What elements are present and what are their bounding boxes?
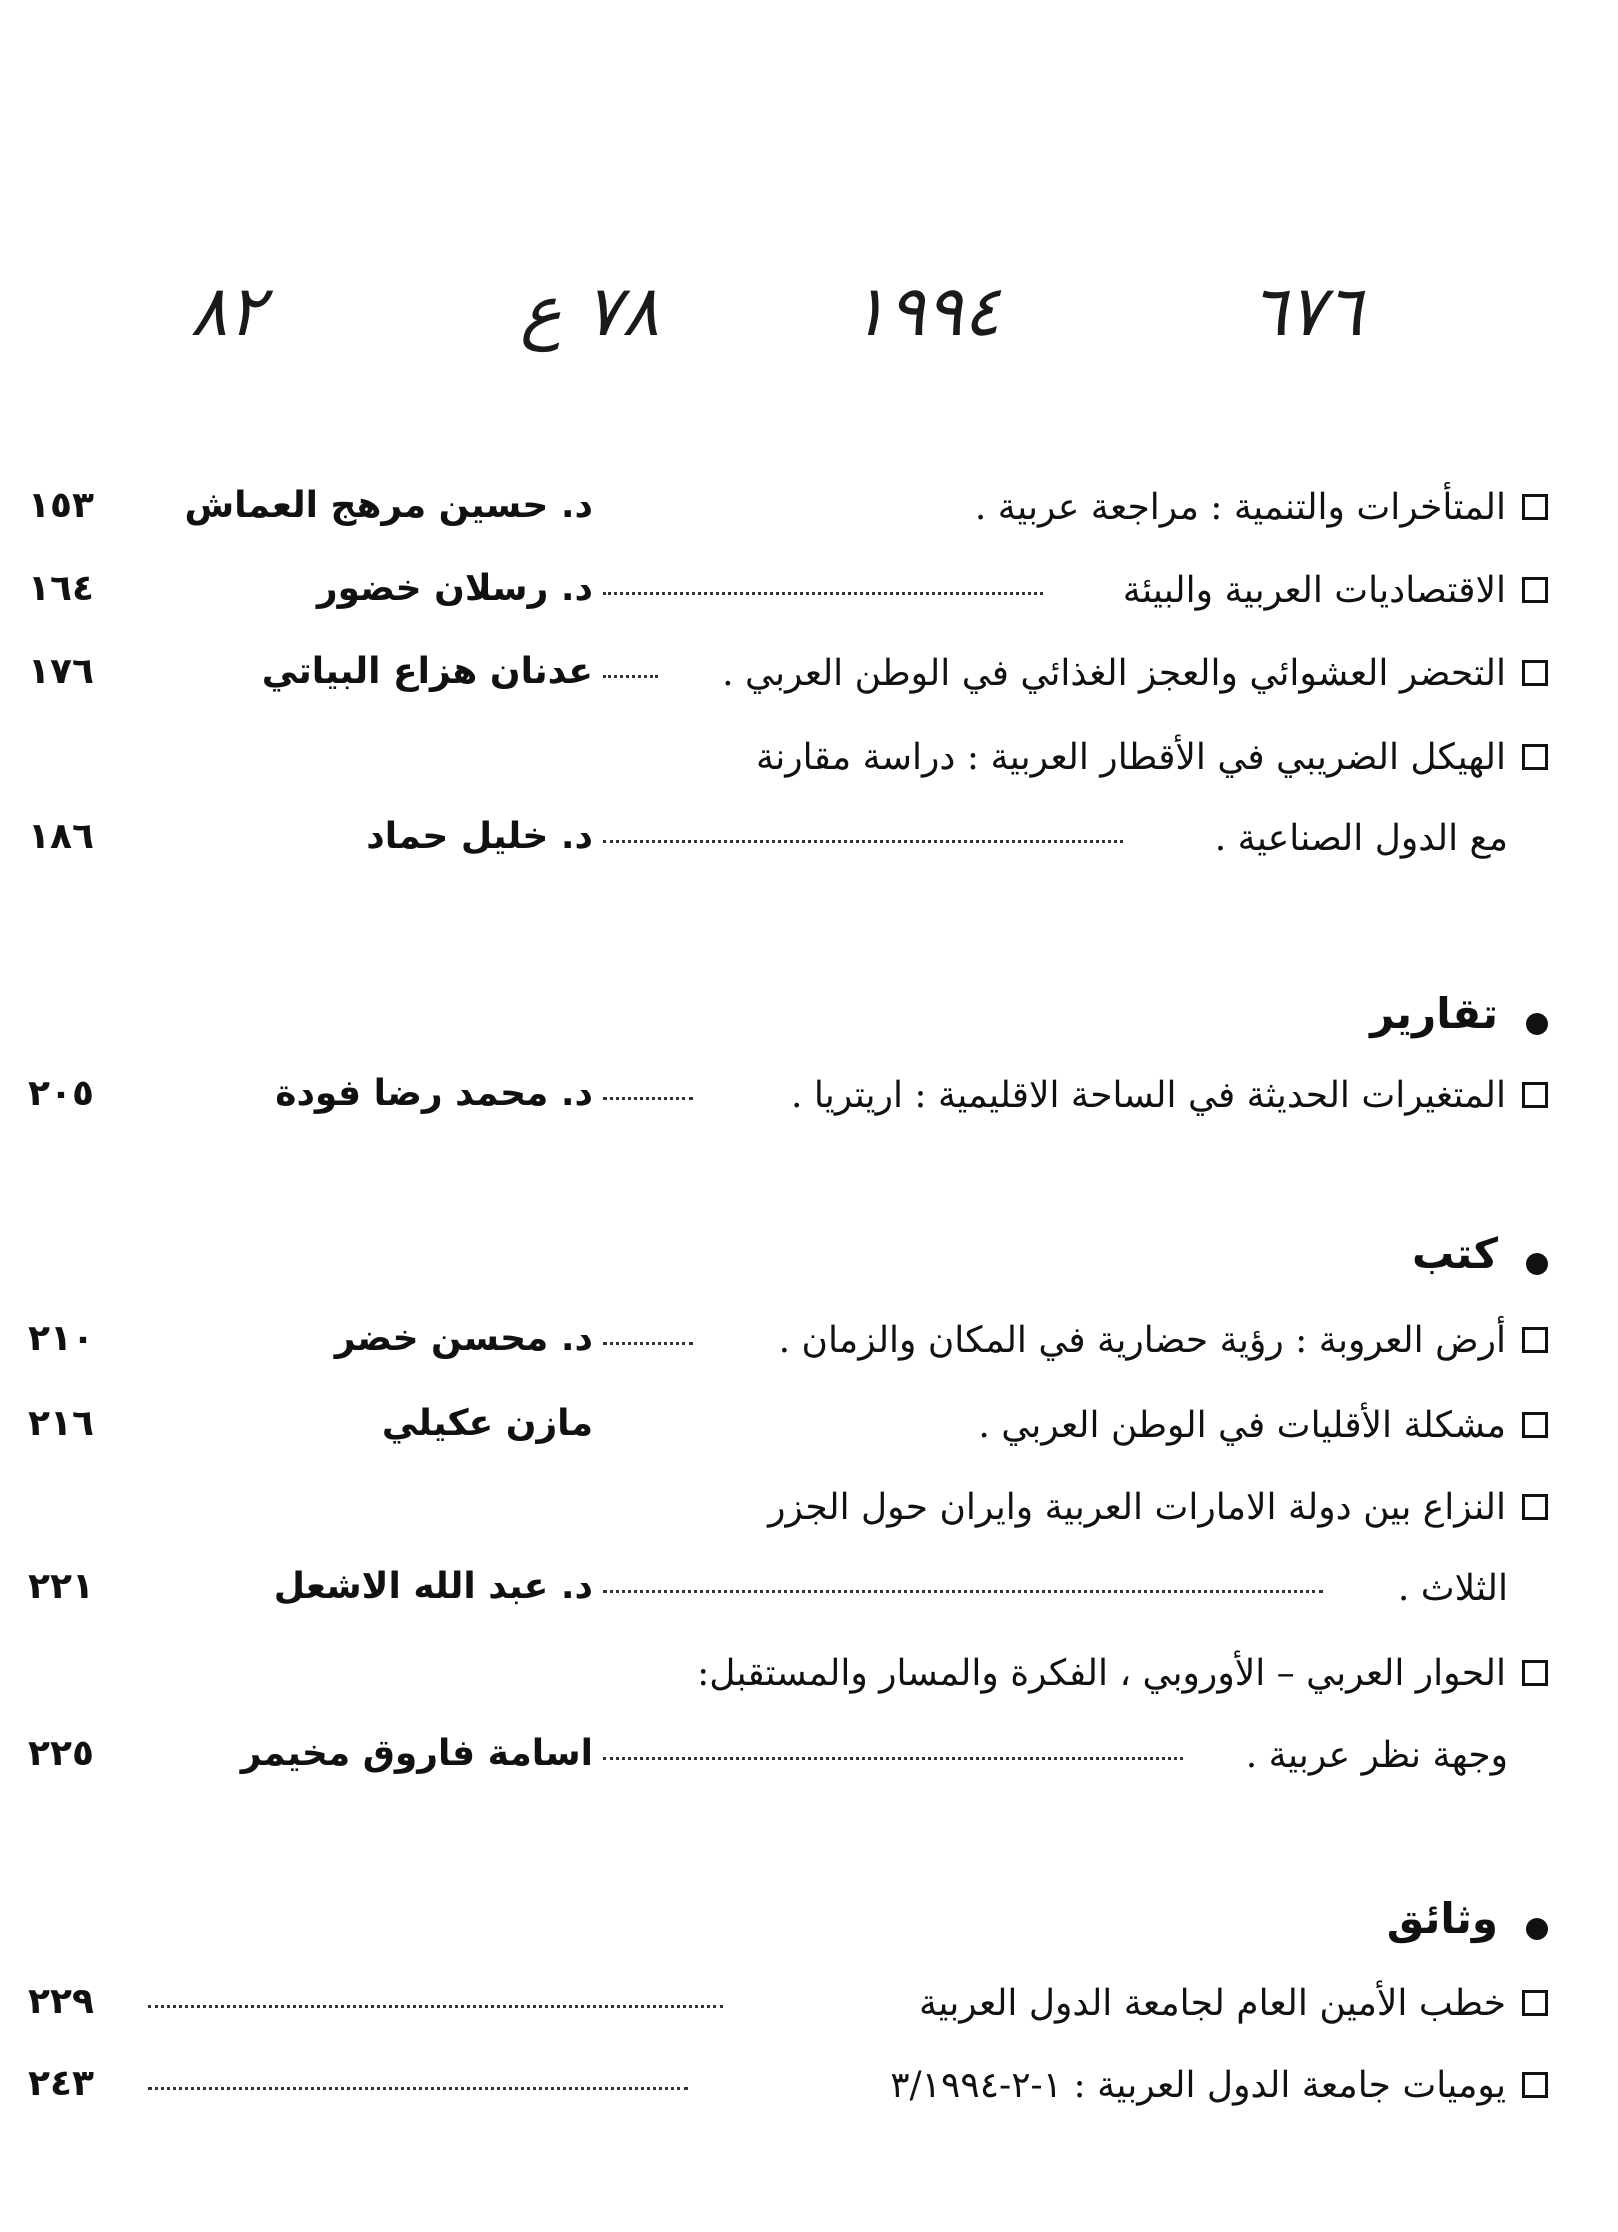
- entry-title-continuation: مع الدول الصناعية .: [1214, 818, 1508, 859]
- handwritten-note-b: ٧٨ ع: [520, 270, 660, 352]
- entry-page: ٢١٠: [28, 1318, 94, 1359]
- checkbox-square-icon: [1522, 1990, 1548, 2016]
- leader-dots: [603, 592, 1043, 595]
- checkbox-square-icon: [1522, 1494, 1548, 1520]
- leader-dots: [603, 1342, 693, 1345]
- toc-entry: [28, 737, 1548, 807]
- toc-entry: [28, 570, 1548, 640]
- leader-dots: [603, 675, 658, 678]
- bullet-icon: [1526, 1918, 1548, 1940]
- section-label: تقارير: [1370, 989, 1498, 1038]
- toc-entry: [28, 487, 1548, 557]
- toc-entry: [28, 653, 1548, 723]
- toc-entry: [28, 1653, 1548, 1723]
- handwritten-note-d: ٦٧٦: [1250, 270, 1363, 352]
- entry-page: ١٦٤: [28, 568, 94, 609]
- section-heading-reports: [28, 989, 1548, 1065]
- entry-author: د. رسلان خضور: [316, 568, 593, 609]
- leader-dots: [603, 840, 1123, 843]
- entry-page: ١٧٦: [28, 651, 94, 692]
- entry-title: الاقتصاديات العربية والبيئة: [1123, 570, 1548, 611]
- checkbox-square-icon: [1522, 1412, 1548, 1438]
- toc-entry: [28, 1405, 1548, 1475]
- bullet-icon: [1526, 1253, 1548, 1275]
- entry-page: ١٥٣: [28, 485, 94, 526]
- checkbox-square-icon: [1522, 1660, 1548, 1686]
- entry-title-continuation: الثلاث .: [1397, 1568, 1508, 1609]
- checkbox-square-icon: [1522, 2072, 1548, 2098]
- leader-dots: [148, 2087, 688, 2090]
- checkbox-square-icon: [1522, 1082, 1548, 1108]
- toc-entry: [28, 1075, 1548, 1145]
- entry-author: اسامة فاروق مخيمر: [240, 1733, 593, 1774]
- toc-entry: [28, 1983, 1548, 2053]
- entry-author: د. حسين مرهج العماش: [184, 485, 593, 526]
- entry-title: التحضر العشوائي والعجز الغذائي في الوطن العربي .: [722, 653, 1548, 694]
- entry-author: مازن عكيلي: [381, 1403, 593, 1444]
- bullet-icon: [1526, 1013, 1548, 1035]
- checkbox-square-icon: [1522, 1327, 1548, 1353]
- entry-title: الهيكل الضريبي في الأقطار العربية : دراسة مقارنة: [756, 737, 1548, 778]
- entry-title: النزاع بين دولة الامارات العربية وايران حول الجزر: [768, 1487, 1548, 1528]
- entry-title: الحوار العربي – الأوروبي ، الفكرة والمسار والمستقبل:: [697, 1653, 1548, 1694]
- entry-title: يوميات جامعة الدول العربية : ١-٢-٣/١٩٩٤: [890, 2065, 1548, 2106]
- entry-title: خطب الأمين العام لجامعة الدول العربية: [919, 1983, 1548, 2024]
- leader-dots: [148, 2005, 723, 2008]
- section-heading-documents: [28, 1894, 1548, 1970]
- checkbox-square-icon: [1522, 660, 1548, 686]
- entry-title: المتأخرات والتنمية : مراجعة عربية .: [975, 487, 1548, 528]
- toc-entry-continuation: [28, 1568, 1548, 1638]
- entry-page: ٢٢٥: [28, 1733, 94, 1774]
- handwritten-note-c: ١٩٩٤: [850, 270, 1001, 352]
- entry-author: عدنان هزاع البياتي: [261, 651, 593, 692]
- entry-author: د. عبد الله الاشعل: [273, 1566, 593, 1607]
- entry-page: ٢٢١: [28, 1566, 94, 1607]
- handwritten-note-a: ٨٢: [190, 270, 266, 352]
- entry-page: ٢١٦: [28, 1403, 94, 1444]
- entry-title: مشكلة الأقليات في الوطن العربي .: [978, 1405, 1548, 1446]
- toc-entry: [28, 1320, 1548, 1390]
- leader-dots: [603, 1590, 1323, 1593]
- entry-page: ١٨٦: [28, 816, 94, 857]
- section-label: كتب: [1411, 1229, 1498, 1278]
- section-heading-books: [28, 1229, 1548, 1305]
- entry-author: د. خليل حماد: [366, 816, 593, 857]
- checkbox-square-icon: [1522, 494, 1548, 520]
- entry-title-continuation: وجهة نظر عربية .: [1245, 1735, 1508, 1776]
- entry-page: ٢٢٩: [28, 1981, 94, 2022]
- toc-entry-continuation: [28, 818, 1548, 888]
- leader-dots: [603, 1757, 1183, 1760]
- toc-entry: [28, 1487, 1548, 1557]
- entry-title: أرض العروبة : رؤية حضارية في المكان والزمان .: [779, 1320, 1548, 1361]
- toc-entry: [28, 2065, 1548, 2135]
- checkbox-square-icon: [1522, 577, 1548, 603]
- section-label: وثائق: [1386, 1894, 1498, 1943]
- entry-author: د. محسن خضر: [334, 1318, 593, 1359]
- toc-entry-continuation: [28, 1735, 1548, 1805]
- leader-dots: [603, 1097, 693, 1100]
- entry-author: د. محمد رضا فودة: [275, 1073, 593, 1114]
- entry-page: ٢٤٣: [28, 2063, 94, 2104]
- entry-page: ٢٠٥: [28, 1073, 94, 1114]
- entry-title: المتغيرات الحديثة في الساحة الاقليمية : اريتريا .: [791, 1075, 1548, 1116]
- checkbox-square-icon: [1522, 744, 1548, 770]
